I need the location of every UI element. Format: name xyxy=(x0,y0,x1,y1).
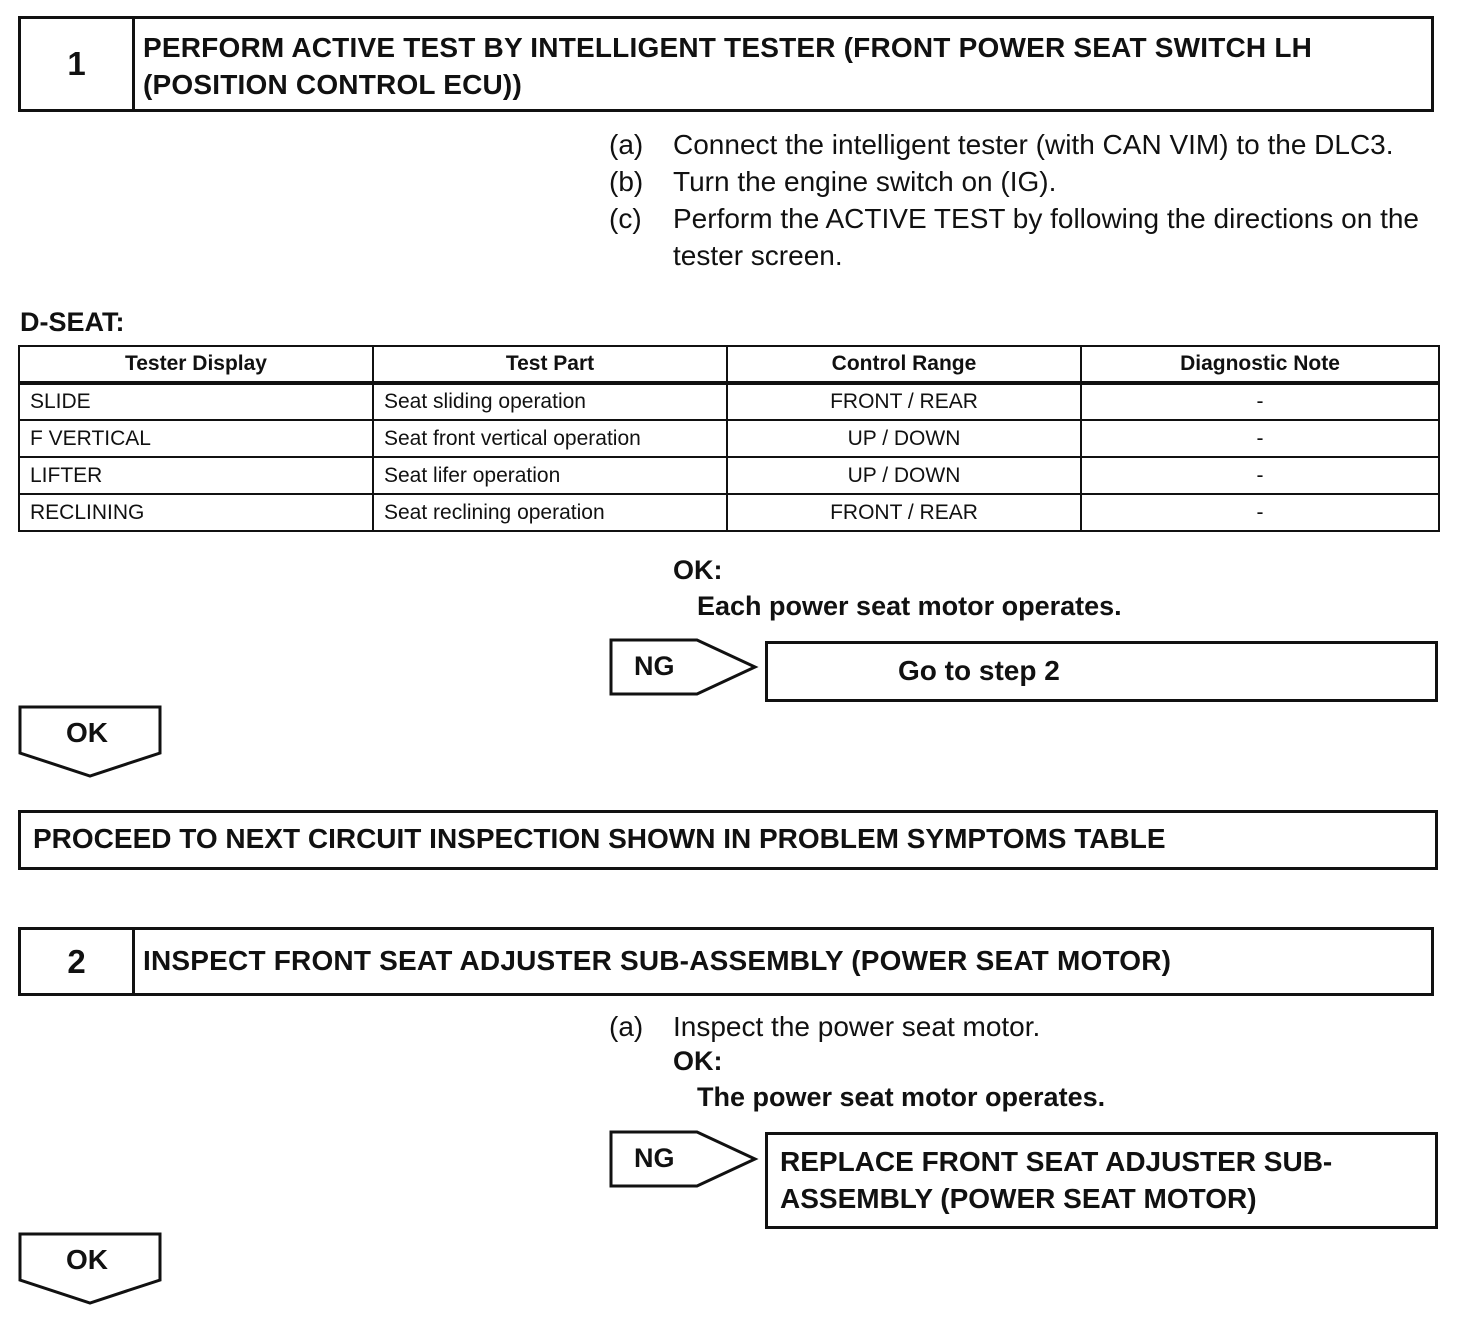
table-cell: - xyxy=(1081,457,1439,494)
table-header-row xyxy=(19,346,1439,383)
instruction-text: Connect the intelligent tester (with CAN VIM) to the DLC3. xyxy=(673,129,1394,160)
column-header: Diagnostic Note xyxy=(1081,346,1439,383)
table-cell: Seat reclining operation xyxy=(373,494,727,531)
step-2-title: INSPECT FRONT SEAT ADJUSTER SUB-ASSEMBLY (POWER SEAT MOTOR) xyxy=(143,945,1172,976)
column-header: Tester Display xyxy=(19,346,373,383)
instruction-key: (a) xyxy=(609,129,644,160)
step-1-header xyxy=(18,16,1434,112)
instruction-text: Inspect the power seat motor. xyxy=(673,1011,1041,1042)
step-2-instructions xyxy=(609,1008,1449,1045)
ng-result-box xyxy=(765,1132,1438,1229)
table-cell: LIFTER xyxy=(19,457,373,494)
column-header: Control Range xyxy=(727,346,1081,383)
table-cell: SLIDE xyxy=(19,383,373,420)
table-cell: Seat lifer operation xyxy=(373,457,727,494)
ok-criteria-text: The power seat motor operates. xyxy=(697,1082,1106,1112)
ng-label: NG xyxy=(634,1143,675,1173)
ok-criteria-text: Each power seat motor operates. xyxy=(697,591,1122,621)
table-cell: F VERTICAL xyxy=(19,420,373,457)
instruction-key: (c) xyxy=(609,203,642,234)
table-cell: UP / DOWN xyxy=(727,457,1081,494)
active-test-table xyxy=(18,345,1440,532)
table-cell: Seat sliding operation xyxy=(373,383,727,420)
ok-arrow-label: OK xyxy=(66,1244,108,1275)
ok-arrow-label: OK xyxy=(66,717,108,748)
table-cell: Seat front vertical operation xyxy=(373,420,727,457)
table-cell: RECLINING xyxy=(19,494,373,531)
proceed-box: PROCEED TO NEXT CIRCUIT INSPECTION SHOWN IN PROBLEM SYMPTOMS TABLE xyxy=(18,810,1438,870)
table-cell: FRONT / REAR xyxy=(727,383,1081,420)
table-label: D-SEAT: xyxy=(20,307,125,337)
ng-arrow-icon xyxy=(609,1130,759,1188)
ng-result-text: REPLACE FRONT SEAT ADJUSTER SUB-ASSEMBLY (POWER SEAT MOTOR) xyxy=(780,1146,1333,1214)
instruction-item xyxy=(609,200,1449,274)
instruction-item xyxy=(609,1008,1449,1045)
table-cell: - xyxy=(1081,494,1439,531)
ok-criteria-label: OK: xyxy=(673,1046,723,1076)
instruction-key: (a) xyxy=(609,1011,644,1042)
instruction-text: Turn the engine switch on (IG). xyxy=(673,166,1057,197)
instruction-text: Perform the ACTIVE TEST by following the directions on the tester screen. xyxy=(673,203,1419,271)
table-cell: FRONT / REAR xyxy=(727,494,1081,531)
table-row xyxy=(19,420,1439,457)
ng-label: NG xyxy=(634,651,675,681)
table-cell: - xyxy=(1081,383,1439,420)
ng-result-text: Go to step 2 xyxy=(898,655,1060,686)
table-cell: UP / DOWN xyxy=(727,420,1081,457)
ng-result-box xyxy=(765,641,1438,702)
table-row xyxy=(19,457,1439,494)
instruction-key: (b) xyxy=(609,166,644,197)
column-header: Test Part xyxy=(373,346,727,383)
table-cell: - xyxy=(1081,420,1439,457)
table-row xyxy=(19,383,1439,420)
step-1-number: 1 xyxy=(21,19,135,109)
ok-criteria-label: OK: xyxy=(673,555,723,585)
step-1-instructions xyxy=(609,126,1449,274)
step-2-number: 2 xyxy=(21,930,135,993)
step-2-header xyxy=(18,927,1434,996)
table-row xyxy=(19,494,1439,531)
instruction-item xyxy=(609,126,1449,163)
ng-arrow-icon xyxy=(609,638,759,696)
step-1-title: PERFORM ACTIVE TEST BY INTELLIGENT TESTER (FRONT POWER SEAT SWITCH LH (POSITION CONTROL ECU)) xyxy=(143,32,1313,100)
instruction-item xyxy=(609,163,1449,200)
